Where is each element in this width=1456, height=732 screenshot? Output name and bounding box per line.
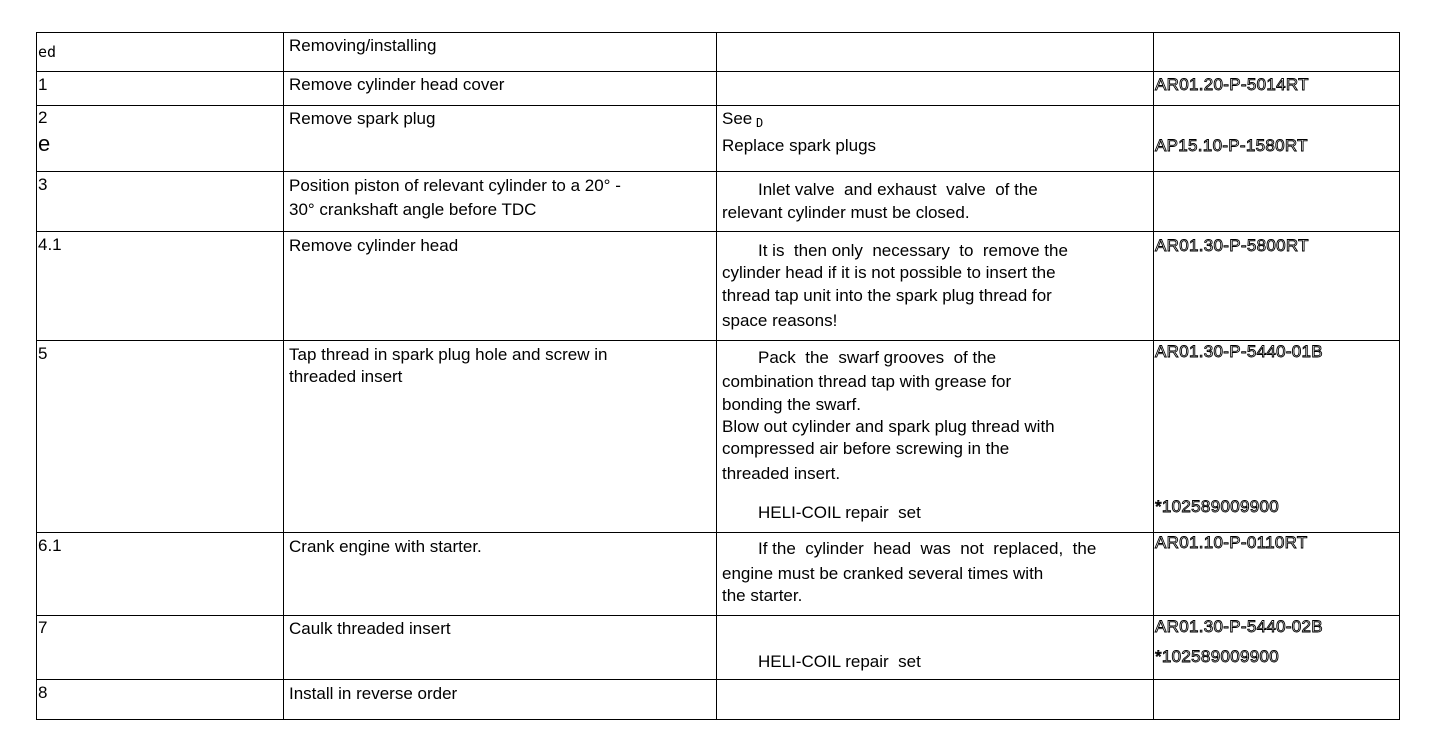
reference-link[interactable]: AP15.10-P-1580RT (1155, 136, 1308, 155)
see-symbol: D (756, 116, 764, 130)
note-line: cylinder head if it is not possible to insert the (722, 263, 1056, 282)
column-divider (283, 32, 284, 720)
reference-link[interactable]: AR01.10-P-0110RT (1155, 533, 1308, 552)
note-line: thread tap unit into the spark plug thread for (722, 286, 1052, 305)
header-action: Removing/installing (289, 36, 437, 55)
step-number: 4.1 (38, 235, 62, 254)
step-number: 7 (38, 618, 48, 637)
step-action-line: 30° crankshaft angle before TDC (289, 200, 537, 219)
note-line: combination thread tap with grease for (722, 372, 1012, 391)
note-line: It is then only necessary to remove the (758, 241, 1068, 260)
step-marker: e (38, 131, 51, 156)
step-action-line: Position piston of relevant cylinder to a 20° - (289, 176, 621, 195)
tool-name: HELI-COIL repair set (758, 503, 921, 522)
column-divider (1153, 32, 1154, 720)
row-divider (36, 231, 1400, 232)
column-divider (716, 32, 717, 720)
part-number: *102589009900 (1155, 497, 1279, 516)
note-line: the starter. (722, 586, 803, 605)
note-line: engine must be cranked several times with (722, 564, 1044, 583)
row-divider (36, 171, 1400, 172)
step-number: 5 (38, 344, 48, 363)
step-action-line: threaded insert (289, 367, 403, 386)
reference-link[interactable]: AR01.30-P-5440-02B (1155, 617, 1323, 636)
step-number: 1 (38, 75, 48, 94)
note-see: See (722, 109, 753, 128)
step-action: Crank engine with starter. (289, 537, 482, 556)
step-action-line: Tap thread in spark plug hole and screw in (289, 345, 608, 364)
step-action: Install in reverse order (289, 684, 458, 703)
reference-link[interactable]: AR01.30-P-5440-01B (1155, 342, 1323, 361)
note-line: space reasons! (722, 311, 838, 330)
note-line: bonding the swarf. (722, 395, 861, 414)
note-line: If the cylinder head was not replaced, the (758, 539, 1097, 558)
row-divider (36, 719, 1400, 720)
step-number: 3 (38, 175, 48, 194)
step-action: Remove cylinder head (289, 236, 459, 255)
note-line: compressed air before screwing in the (722, 439, 1010, 458)
header-step: ed (38, 43, 57, 61)
row-divider (36, 105, 1400, 106)
row-divider (36, 71, 1400, 72)
column-divider (1399, 32, 1400, 720)
note-line: relevant cylinder must be closed. (722, 203, 970, 222)
step-action: Caulk threaded insert (289, 619, 451, 638)
step-number: 8 (38, 683, 48, 702)
column-divider (36, 32, 37, 720)
note-link[interactable]: Replace spark plugs (722, 136, 877, 155)
procedure-table (36, 32, 1400, 720)
tool-name: HELI-COIL repair set (758, 652, 921, 671)
row-divider (36, 679, 1400, 680)
reference-link[interactable]: AR01.30-P-5800RT (1155, 236, 1309, 255)
note-line: Pack the swarf grooves of the (758, 348, 997, 367)
note-line: Inlet valve and exhaust valve of the (758, 180, 1038, 199)
step-action: Remove spark plug (289, 109, 436, 128)
step-action: Remove cylinder head cover (289, 75, 505, 94)
note-line: threaded insert. (722, 464, 841, 483)
part-number: *102589009900 (1155, 647, 1279, 666)
step-number: 2 (38, 108, 48, 127)
step-number: 6.1 (38, 536, 62, 555)
reference-link[interactable]: AR01.20-P-5014RT (1155, 75, 1309, 94)
note-line: Blow out cylinder and spark plug thread with (722, 417, 1055, 436)
row-divider (36, 32, 1400, 33)
